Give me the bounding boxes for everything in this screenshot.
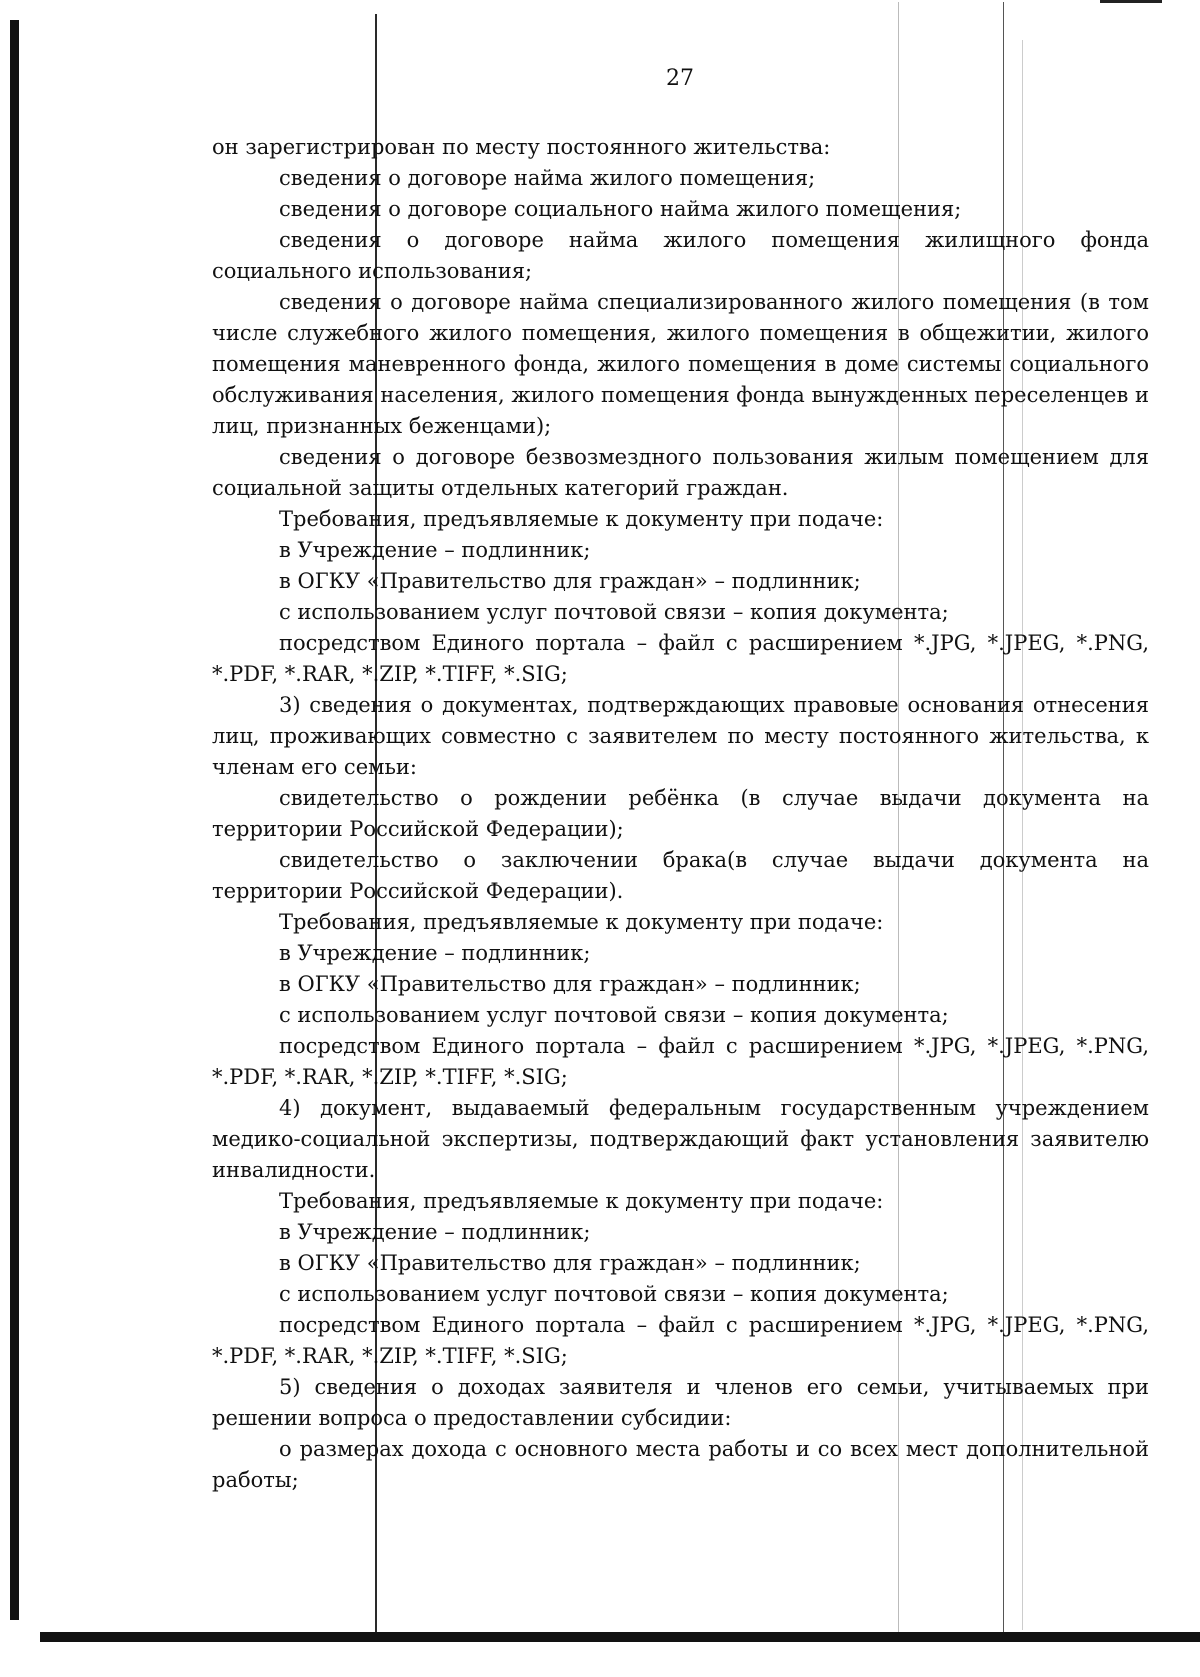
paragraph: в Учреждение – подлинник; <box>279 538 591 562</box>
paragraph: Требования, предъявляемые к документу при подаче: <box>279 910 884 934</box>
paragraph: в ОГКУ «Правительство для граждан» – подлинник; <box>279 972 861 996</box>
document-body <box>212 132 1149 1496</box>
paragraph: в Учреждение – подлинник; <box>279 941 591 965</box>
paragraph: в Учреждение – подлинник; <box>279 1220 591 1244</box>
paragraph: свидетельство о заключении брака(в случае выдачи документа на территории Российской Федерации). <box>212 848 1149 903</box>
paragraph: свидетельство о рождении ребёнка (в случае выдачи документа на территории Российской Федерации); <box>212 786 1149 841</box>
paragraph: с использованием услуг почтовой связи – копия документа; <box>279 1282 949 1306</box>
paragraph: посредством Единого портала – файл с расширением *.JPG, *.JPEG, *.PNG, *.PDF, *.RAR, *.ZIP, *.TIFF, *.SIG; <box>212 631 1149 686</box>
paragraph: 4) документ, выдаваемый федеральным государственным учреждением медико-социальной экспертизы, подтверждающий факт установления заявителю инвалидности. <box>212 1096 1149 1182</box>
paragraph: сведения о договоре найма жилого помещения; <box>279 166 816 190</box>
scan-border-top <box>1100 0 1162 3</box>
paragraph: в ОГКУ «Правительство для граждан» – подлинник; <box>279 1251 861 1275</box>
paragraph: о размерах дохода с основного места работы и со всех мест дополнительной работы; <box>212 1437 1149 1492</box>
scan-border-left <box>10 20 19 1620</box>
paragraph: сведения о договоре найма жилого помещения жилищного фонда социального использования; <box>212 228 1149 283</box>
paragraph: 3) сведения о документах, подтверждающих правовые основания отнесения лиц, проживающих совместно с заявителем по месту постоянного жительства, к членам его семьи: <box>212 693 1149 779</box>
paragraph: 5) сведения о доходах заявителя и членов его семьи, учитываемых при решении вопроса о предоставлении субсидии: <box>212 1375 1149 1430</box>
paragraph: Требования, предъявляемые к документу при подаче: <box>279 1189 884 1213</box>
paragraph: в ОГКУ «Правительство для граждан» – подлинник; <box>279 569 861 593</box>
paragraph: он зарегистрирован по месту постоянного жительства: <box>212 135 831 159</box>
paragraph: с использованием услуг почтовой связи – копия документа; <box>279 600 949 624</box>
paragraph: посредством Единого портала – файл с расширением *.JPG, *.JPEG, *.PNG, *.PDF, *.RAR, *.ZIP, *.TIFF, *.SIG; <box>212 1313 1149 1368</box>
paragraph: посредством Единого портала – файл с расширением *.JPG, *.JPEG, *.PNG, *.PDF, *.RAR, *.ZIP, *.TIFF, *.SIG; <box>212 1034 1149 1089</box>
scan-border-bottom <box>40 1632 1200 1642</box>
paragraph: сведения о договоре социального найма жилого помещения; <box>279 197 962 221</box>
paragraph: сведения о договоре безвозмездного пользования жилым помещением для социальной защиты отдельных категорий граждан. <box>212 445 1149 500</box>
paragraph: с использованием услуг почтовой связи – копия документа; <box>279 1003 949 1027</box>
paragraph: Требования, предъявляемые к документу при подаче: <box>279 507 884 531</box>
page-number: 27 <box>666 66 694 91</box>
paragraph: сведения о договоре найма специализированного жилого помещения (в том числе служебного жилого помещения, жилого помещения в общежитии, жилого помещения маневренного фонда, жилого помещения в доме системы социального обслуживания населения, жилого помещения фонда вынужденных переселенцев и лиц, признанных беженцами); <box>212 290 1149 438</box>
